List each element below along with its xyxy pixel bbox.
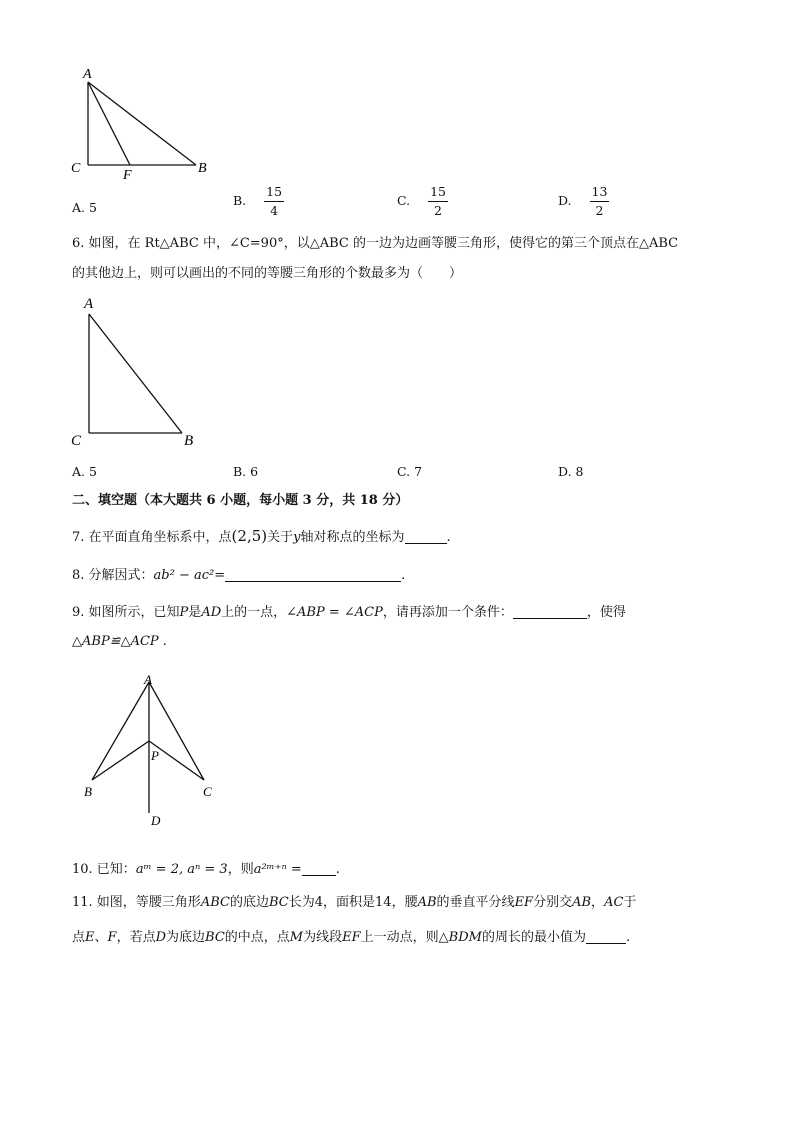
q5-option-b-prefix: B.: [233, 193, 247, 208]
label-p: P: [151, 748, 159, 763]
q11-text-i: 点: [72, 930, 86, 945]
q11-text-b: 的底边: [229, 895, 269, 910]
q11-text-o: 的周长的最小值为: [481, 930, 586, 945]
q7-suffix: 轴对称点的坐标为: [300, 530, 405, 545]
q11-segment-ac: AC: [604, 895, 624, 910]
q9-mid2: 上的一点，: [221, 605, 287, 620]
q5-option-d-denominator: 2: [595, 202, 604, 218]
label-a: A: [83, 67, 92, 82]
label-f: F: [123, 168, 132, 183]
q11-text-d: ，面积是: [323, 895, 376, 910]
q11-segment-ab-2: AB: [572, 895, 592, 910]
q6-option-c[interactable]: C. 7: [397, 464, 423, 479]
q11-line-2: [72, 929, 630, 946]
q11-text-g: 分别交: [533, 895, 573, 910]
label-a: A: [144, 672, 152, 687]
q5-option-b-fraction: [264, 186, 284, 217]
figure-abpcd: [78, 668, 228, 833]
q11-text-m: 为线段: [303, 930, 343, 945]
figure-triangle-acb-f: [66, 60, 226, 185]
q11-text-j: ，若点: [116, 930, 156, 945]
q8-line: [72, 567, 405, 584]
q11-text-c: 长为: [288, 895, 315, 910]
q10-prefix: 10. 已知：: [72, 862, 136, 877]
q11-triangle-bdm: △BDM: [438, 930, 482, 945]
segment-ab: [89, 314, 182, 433]
q9-suffix: ，使得: [586, 605, 626, 620]
q5-option-c-prefix: C.: [397, 193, 411, 208]
q9-mid3: ，请再添加一个条件：: [382, 605, 513, 620]
q9-line-1: [72, 604, 626, 621]
q11-triangle-abc: ABC: [200, 895, 230, 910]
q11-point-d: D: [155, 930, 167, 945]
q11-value-14: 14: [375, 895, 392, 910]
q10-end: .: [335, 862, 340, 877]
q7-prefix: 7. 在平面直角坐标系中，点: [72, 530, 232, 545]
label-c: C: [203, 784, 212, 799]
q9-mid1: 是: [188, 605, 202, 620]
segment-bp: [92, 741, 149, 780]
q8-end: .: [401, 568, 406, 583]
q11-text-k: 为底边: [166, 930, 206, 945]
q11-point-e: E: [85, 930, 95, 945]
q6-option-a[interactable]: A. 5: [72, 464, 97, 479]
label-b: B: [84, 784, 92, 799]
q11-segment-ab: AB: [417, 895, 437, 910]
q11-segment-bc: BC: [268, 895, 289, 910]
q6-option-b[interactable]: B. 6: [233, 464, 259, 479]
label-a: A: [84, 296, 94, 312]
q10-given-expression: aᵐ = 2, aⁿ = 3: [135, 862, 228, 877]
q11-segment-bc-2: BC: [205, 930, 225, 945]
label-b: B: [198, 161, 207, 176]
q5-option-a[interactable]: [72, 200, 97, 215]
q6-line-1: 6. 如图，在 Rt△ABC 中，∠C=90°，以△ABC 的一边为边画等腰三角形，使得它的第三个顶点在△ABC: [72, 236, 679, 251]
segment-af: [88, 82, 130, 165]
q5-option-c-denominator: 2: [434, 202, 442, 218]
q11-text-n: 上一动点，则: [360, 930, 439, 945]
q11-answer-blank[interactable]: [586, 929, 626, 944]
q7-line: [72, 527, 451, 546]
q6-line-2: 的其他边上，则可以画出的不同的等腰三角形的个数最多为（ ）: [72, 266, 463, 281]
label-b: B: [184, 433, 194, 449]
q7-point: (2,5): [231, 527, 268, 545]
q5-option-c-numerator: 15: [428, 186, 448, 202]
q10-line: [72, 861, 340, 878]
q9-angle-condition: ∠ABP = ∠ACP: [286, 605, 383, 620]
q10-mid: ，则: [227, 862, 254, 877]
q9-segment-ad: AD: [201, 605, 222, 620]
q9-answer-blank[interactable]: [513, 604, 587, 619]
segment-ab: [92, 682, 149, 780]
q10-answer-blank[interactable]: [302, 861, 336, 876]
q10-target-expression: a²ᵐ⁺ⁿ =: [253, 862, 302, 877]
figure-right-triangle-acb: [66, 290, 216, 455]
q5-option-c-fraction: [428, 186, 448, 217]
q11-point-f: F: [107, 930, 117, 945]
q5-option-d-prefix: D.: [558, 193, 572, 208]
q11-comma: ，: [591, 895, 605, 910]
q5-option-d-numerator: 13: [590, 186, 610, 202]
q11-point-m: M: [289, 930, 304, 945]
section-2-heading: 二、填空题（本大题共 6 小题，每小题 3 分，共 18 分）: [72, 493, 409, 508]
q7-end: .: [446, 530, 451, 545]
q11-segment-ef: EF: [514, 895, 534, 910]
q11-segment-ef-2: EF: [342, 930, 361, 945]
q11-text-f: 的垂直平分线: [436, 895, 515, 910]
q9-point-p: P: [179, 605, 189, 620]
segment-ab: [88, 82, 196, 165]
q5-option-b-denominator: 4: [270, 202, 279, 218]
q11-separator: 、: [94, 930, 108, 945]
segment-ac: [149, 682, 204, 780]
q5-option-d[interactable]: [558, 186, 609, 217]
q9-prefix: 9. 如图所示，已知: [72, 605, 180, 620]
q11-text-e: ，腰: [391, 895, 418, 910]
q11-text-a: 11. 如图，等腰三角形: [72, 895, 201, 910]
q11-text-l: 的中点，点: [224, 930, 290, 945]
q8-answer-blank[interactable]: [225, 567, 401, 582]
q5-option-c[interactable]: [397, 186, 448, 217]
q7-answer-blank[interactable]: [405, 529, 447, 544]
label-c: C: [71, 433, 82, 449]
q5-option-a-text: A. 5: [72, 200, 97, 215]
q5-option-d-fraction: [590, 186, 610, 217]
q9-line-2: △ABP≌△ACP .: [72, 634, 167, 649]
label-d: D: [151, 813, 161, 828]
q8-prefix: 8. 分解因式：: [72, 568, 154, 583]
q8-expression: ab² − ac²=: [153, 568, 226, 583]
q5-option-b[interactable]: [233, 186, 284, 217]
q6-option-d[interactable]: D. 8: [558, 464, 584, 479]
q5-option-b-numerator: 15: [264, 186, 284, 202]
q11-end: .: [625, 930, 631, 945]
q11-value-4: 4: [314, 895, 324, 910]
q7-mid: 关于: [267, 530, 294, 545]
label-c: C: [71, 161, 81, 176]
q11-line-1: [72, 895, 636, 911]
q7-axis: y: [293, 530, 301, 545]
q11-text-h: 于: [623, 895, 637, 910]
